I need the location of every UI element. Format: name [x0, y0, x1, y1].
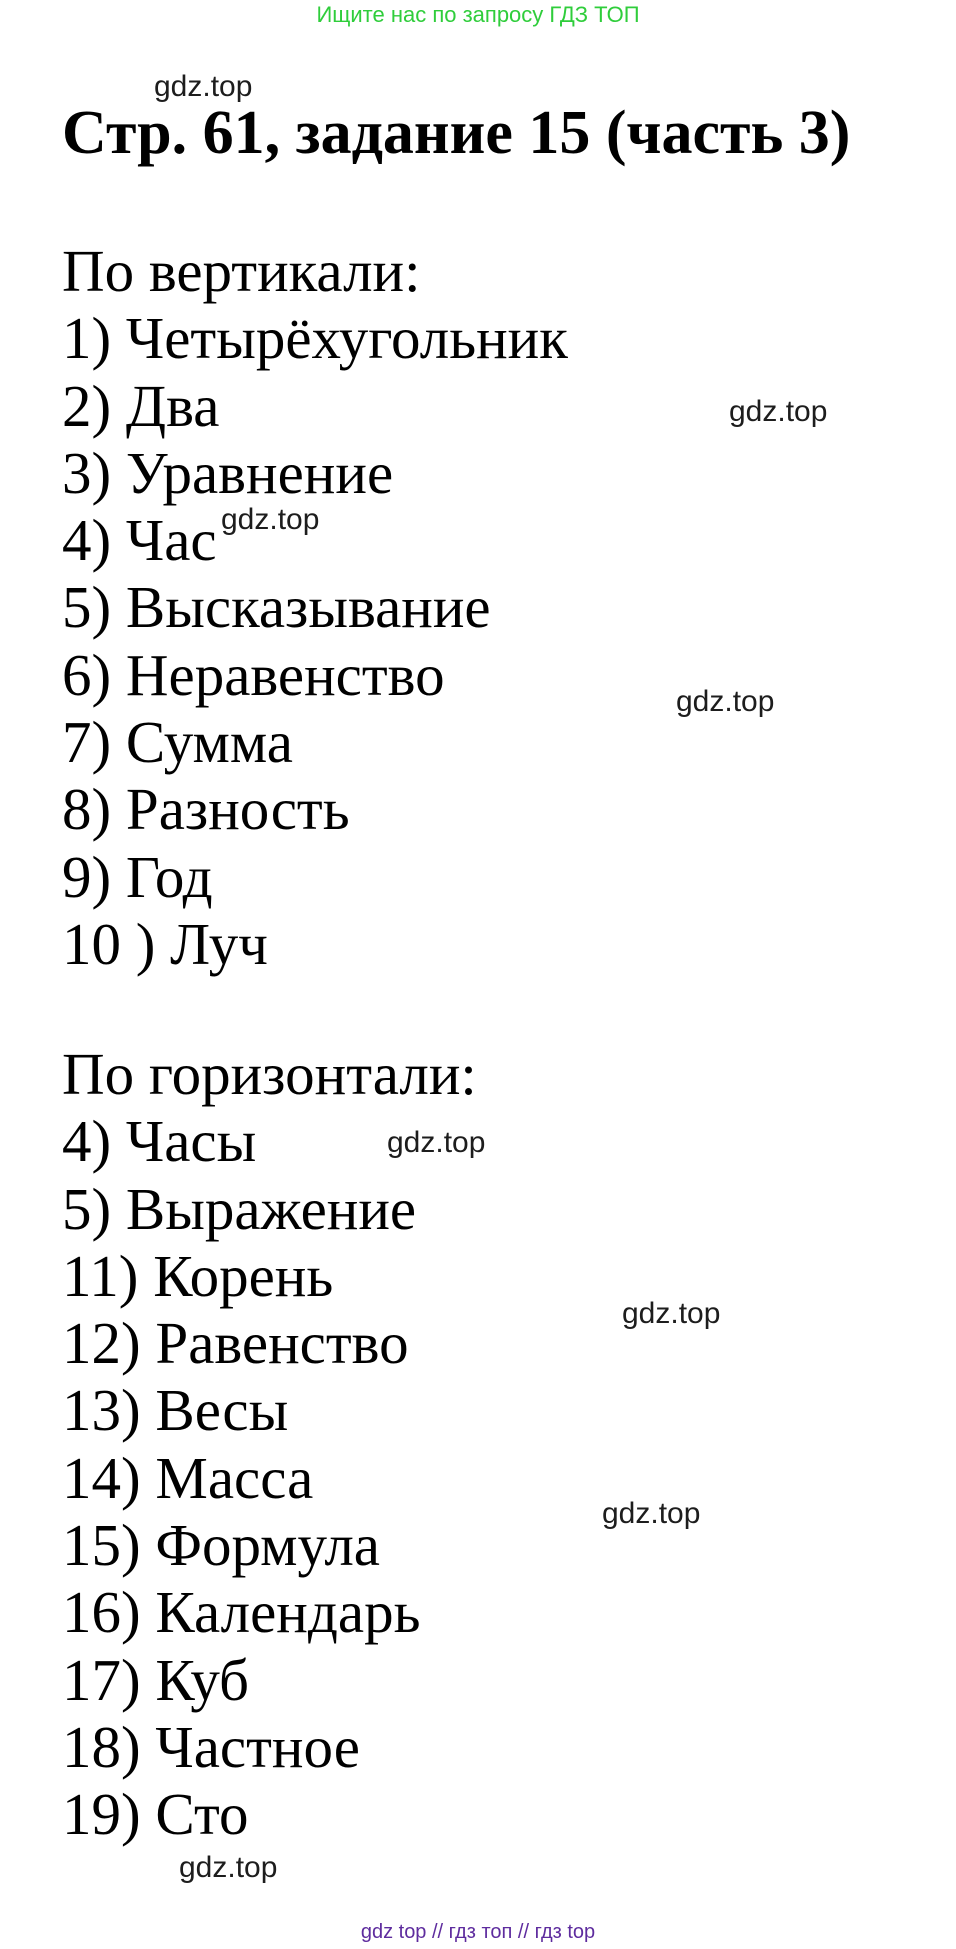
gdz-watermark: gdz.top [622, 1297, 721, 1330]
list-item: 11) Корень [62, 1242, 334, 1309]
list-item: 1) Четырёхугольник [62, 305, 568, 372]
footer-promo-text: gdz top // гдз топ // гдз top [360, 1921, 596, 1943]
list-item: 5) Выражение [62, 1175, 417, 1242]
list-item: 12) Равенство [62, 1310, 409, 1377]
list-item: 17) Куб [62, 1646, 250, 1713]
list-item: 5) Высказывание [62, 574, 491, 641]
gdz-watermark: gdz.top [221, 503, 320, 536]
list-item: 7) Сумма [62, 709, 293, 776]
gdz-watermark: gdz.top [387, 1126, 486, 1159]
gdz-watermark: gdz.top [179, 1851, 278, 1884]
list-item: 2) Два [62, 372, 220, 439]
gdz-watermark: gdz.top [602, 1497, 701, 1530]
promo-banner-text: Ищите нас по запросу ГДЗ ТОП [316, 2, 640, 27]
list-item: 15) Формула [62, 1512, 380, 1579]
list-item: 16) Календарь [62, 1579, 421, 1646]
list-item: 3) Уравнение [62, 439, 394, 506]
list-item: 14) Масса [62, 1444, 314, 1511]
section-horizontal [62, 1041, 477, 1849]
section-vertical [62, 238, 568, 978]
gdz-watermark: gdz.top [676, 685, 775, 718]
list-item: 18) Частное [62, 1713, 360, 1780]
section-heading-horizontal: По горизонтали: [62, 1041, 477, 1107]
list-item: 6) Неравенство [62, 641, 445, 708]
page-title: Стр. 61, задание 15 (часть 3) [62, 99, 851, 167]
list-item: 4) Часы [62, 1108, 257, 1175]
list-item: 8) Разность [62, 776, 350, 843]
list-item: 9) Год [62, 843, 213, 910]
list-item: 10 ) Луч [62, 910, 268, 977]
section-heading-vertical: По вертикали: [62, 238, 421, 304]
list-item: 4) Час [62, 507, 217, 574]
list-item: 19) Сто [62, 1781, 249, 1848]
list-item: 13) Весы [62, 1377, 289, 1444]
gdz-watermark: gdz.top [154, 70, 253, 103]
gdz-watermark: gdz.top [729, 395, 828, 428]
